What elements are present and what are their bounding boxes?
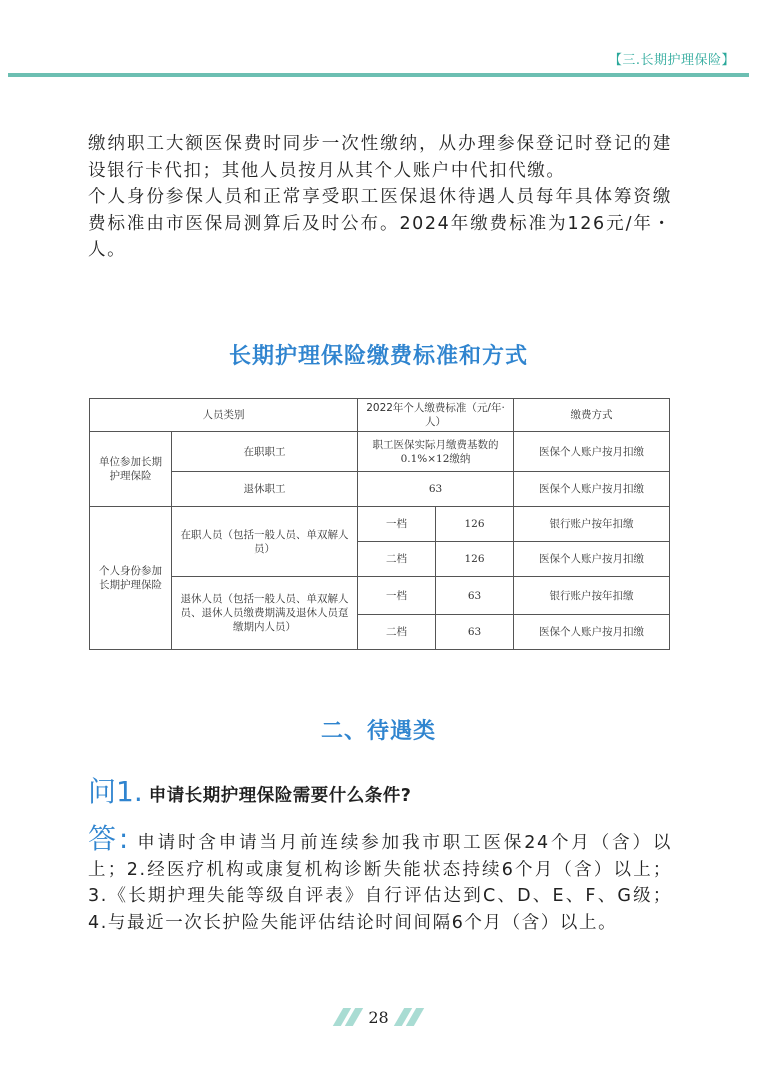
group-label: 单位参加长期护理保险: [90, 432, 172, 507]
payment-method: 医保个人账户按月扣缴: [514, 432, 670, 472]
table-row: [90, 432, 670, 472]
question-1: [88, 770, 411, 810]
section-title: 二、待遇类: [320, 719, 436, 744]
payment-method: 银行账户按年扣缴: [514, 507, 670, 542]
header-category: 人员类别: [90, 399, 358, 432]
page-footer: [0, 1004, 757, 1030]
question-text: 申请长期护理保险需要什么条件?: [148, 786, 412, 806]
payment-method: 医保个人账户按月扣缴: [514, 542, 670, 577]
person-type: 在职人员（包括一般人员、单双解人员）: [172, 507, 358, 577]
payment-method: 银行账户按年扣缴: [514, 577, 670, 615]
fee-amount: 职工医保实际月缴费基数的0.1%×12缴纳: [358, 432, 514, 472]
page-number: 28: [368, 1007, 389, 1027]
intro-paragraph-1: 缴纳职工大额医保费时同步一次性缴纳，从办理参保登记时登记的建设银行卡代扣；其他人员按月从其个人账户中代扣代缴。: [88, 134, 672, 181]
answer-prefix: 答:: [88, 822, 130, 855]
payment-method: 医保个人账户按月扣缴: [514, 615, 670, 650]
chapter-tag: 【三.长期护理保险】: [608, 53, 735, 68]
fee-amount: 63: [436, 577, 514, 615]
fee-amount: 126: [436, 507, 514, 542]
intro-paragraph-2: 个人身份参保人员和正常享受职工医保退休待遇人员每年具体筹资缴费标准由市医保局测算后及时公布。2024年缴费标准为126元/年・人。: [88, 187, 672, 260]
person-type: 退休职工: [172, 472, 358, 507]
fee-amount: 63: [436, 615, 514, 650]
group-label: 个人身份参加长期护理保险: [90, 507, 172, 650]
person-type: 退休人员（包括一般人员、单双解人员、退休人员缴费期满及退休人员趸缴期内人员）: [172, 577, 358, 650]
fee-tier: 一档: [358, 507, 436, 542]
fee-amount: 63: [358, 472, 514, 507]
table-title: 长期护理保险缴费标准和方式: [228, 344, 528, 369]
header-rule: [8, 73, 749, 77]
table-row: [90, 577, 670, 615]
table-row: [90, 472, 670, 507]
answer-1: [88, 822, 673, 936]
payment-method: 医保个人账户按月扣缴: [514, 472, 670, 507]
table-row: [90, 507, 670, 542]
answer-text: 申请时含申请当月前连续参加我市职工医保24个月（含）以上；2.经医疗机构或康复机构诊断失能状态持续6个月（含）以上；3.《长期护理失能等级自评表》自行评估达到C、D、E、F、G级；4.与最近一次长护险失能评估结论时间间隔6个月（含）以上。: [88, 833, 673, 933]
fee-tier: 二档: [358, 615, 436, 650]
table-header-row: [90, 399, 670, 432]
fee-tier: 二档: [358, 542, 436, 577]
fee-amount: 126: [436, 542, 514, 577]
person-type: 在职职工: [172, 432, 358, 472]
fee-tier: 一档: [358, 577, 436, 615]
header-method: 缴费方式: [514, 399, 670, 432]
fee-standard-table: [89, 398, 670, 650]
question-number: 问1.: [88, 775, 143, 808]
header-standard: 2022年个人缴费标准（元/年·人）: [358, 399, 514, 432]
intro-text: [88, 131, 672, 264]
